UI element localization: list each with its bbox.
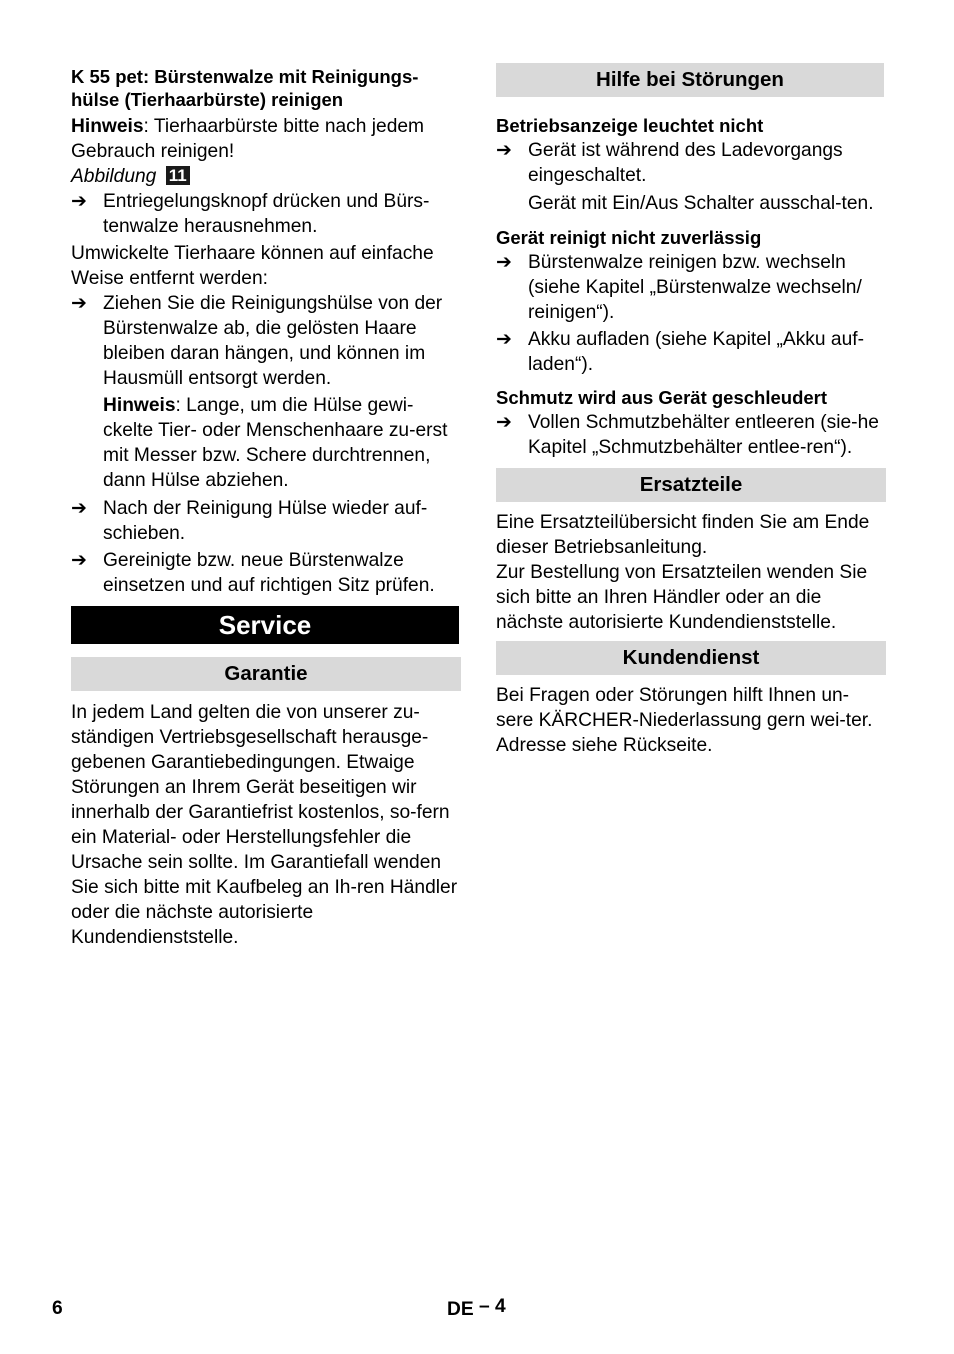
intro-paragraph: Umwickelte Tierhaare können auf einfache Weise entfernt werden: — [71, 243, 434, 289]
section-heading — [71, 65, 461, 111]
hilfe-heading: Hilfe bei Störungen — [496, 63, 884, 97]
figure-label: Abbildung — [71, 166, 157, 187]
instruction-item — [496, 327, 886, 377]
ersatzteile-order-paragraph: Zur Bestellung von Ersatzteilen wenden Sie sich bitte an Ihren Händler oder an die nächste autorisierte Kundendienststelle. — [496, 562, 868, 633]
instruction-text: Gereinigte bzw. neue Bürstenwalze einsetzen und auf richtigen Sitz prüfen. — [103, 550, 435, 596]
instruction-text: Vollen Schmutzbehälter entleeren (sie-he Kapitel „Schmutzbehälter entlee-ren“). — [528, 412, 879, 458]
note-text: : Lange, um die Hülse gewi-ckelte Tier- oder Menschenhaare zu-erst mit Messer bzw. Schere durchtrennen, dann Hülse abziehen. — [103, 395, 448, 491]
note-label: Hinweis — [103, 395, 176, 416]
right-column — [496, 63, 886, 758]
arrow-icon: ➔ — [71, 550, 87, 571]
arrow-icon: ➔ — [71, 191, 87, 212]
language-code: DE — [447, 1299, 474, 1320]
instruction-text: Entriegelungsknopf drücken und Bürs-tenwalze herausnehmen. — [103, 191, 430, 237]
note-paragraph — [71, 393, 461, 493]
arrow-icon: ➔ — [496, 140, 512, 161]
subheading: Gerät reinigt nicht zuverlässig — [496, 227, 762, 248]
heading-line-2: hülse (Tierhaarbürste) reinigen — [71, 89, 344, 110]
subheading: Betriebsanzeige leuchtet nicht — [496, 115, 764, 136]
language-page-marker — [447, 1296, 506, 1318]
instruction-item — [71, 189, 461, 239]
arrow-icon: ➔ — [71, 498, 87, 519]
note-label: Hinweis — [71, 116, 144, 137]
ersatzteile-heading: Ersatzteile — [496, 468, 886, 502]
instruction-item — [496, 250, 886, 325]
instruction-item — [71, 496, 461, 546]
subheading: Schmutz wird aus Gerät geschleudert — [496, 387, 828, 408]
arrow-icon: ➔ — [496, 412, 512, 433]
figure-number-badge: 11 — [166, 166, 190, 185]
instruction-item — [71, 291, 461, 391]
section-page-number: 4 — [495, 1296, 506, 1317]
instruction-item — [496, 410, 886, 460]
separator-dash: – — [479, 1296, 490, 1317]
instruction-item — [496, 138, 886, 188]
heading-line-1: K 55 pet: Bürstenwalze mit Reinigungs- — [71, 66, 419, 87]
kundendienst-paragraph: Bei Fragen oder Störungen hilft Ihnen un-sere KÄRCHER-Niederlassung gern wei-ter. Adresse siehe Rückseite. — [496, 685, 873, 756]
instruction-text: Ziehen Sie die Reinigungshülse von der Bürstenwalze ab, die gelösten Haare bleiben daran hängen, und können im Hausmüll entsorgt werden. — [103, 293, 443, 389]
kundendienst-heading: Kundendienst — [496, 641, 886, 675]
left-column — [71, 63, 461, 950]
figure-reference — [71, 164, 461, 189]
instruction-text: Bürstenwalze reinigen bzw. wechseln (siehe Kapitel „Bürstenwalze wechseln/ reinigen“). — [528, 252, 862, 323]
ersatzteile-paragraph: Eine Ersatzteilübersicht finden Sie am Ende dieser Betriebsanleitung. — [496, 512, 870, 558]
note-text: : Tierhaarbürste bitte nach jedem Gebrauch reinigen! — [71, 116, 425, 162]
garantie-heading: Garantie — [71, 657, 461, 691]
note-paragraph — [71, 114, 461, 164]
arrow-icon: ➔ — [496, 252, 512, 273]
instruction-followup: Gerät mit Ein/Aus Schalter ausschal-ten. — [528, 193, 874, 214]
arrow-icon: ➔ — [71, 293, 87, 314]
arrow-icon: ➔ — [496, 329, 512, 350]
instruction-text: Akku aufladen (siehe Kapitel „Akku auf-laden“). — [528, 329, 864, 375]
page-number: 6 — [52, 1298, 63, 1319]
instruction-item — [71, 548, 461, 598]
instruction-text: Nach der Reinigung Hülse wieder auf-schieben. — [103, 498, 428, 544]
garantie-paragraph: In jedem Land gelten die von unserer zu-ständigen Vertriebsgesellschaft herausge-gebenen Garantiebedingungen. Etwaige Störungen an Ihrem Gerät beseitigen wir innerhalb der Garantiefrist kostenlos, so-fern ein Material- oder Herstellungsfehler die Ursache sein sollte. Im Garantiefall wenden Sie sich bitte mit Kaufbeleg an Ih-ren Händler oder die nächste autorisierte Kundendienststelle. — [71, 702, 458, 948]
instruction-text: Gerät ist während des Ladevorgangs eingeschaltet. — [528, 140, 843, 186]
service-chapter-banner: Service — [71, 606, 459, 644]
